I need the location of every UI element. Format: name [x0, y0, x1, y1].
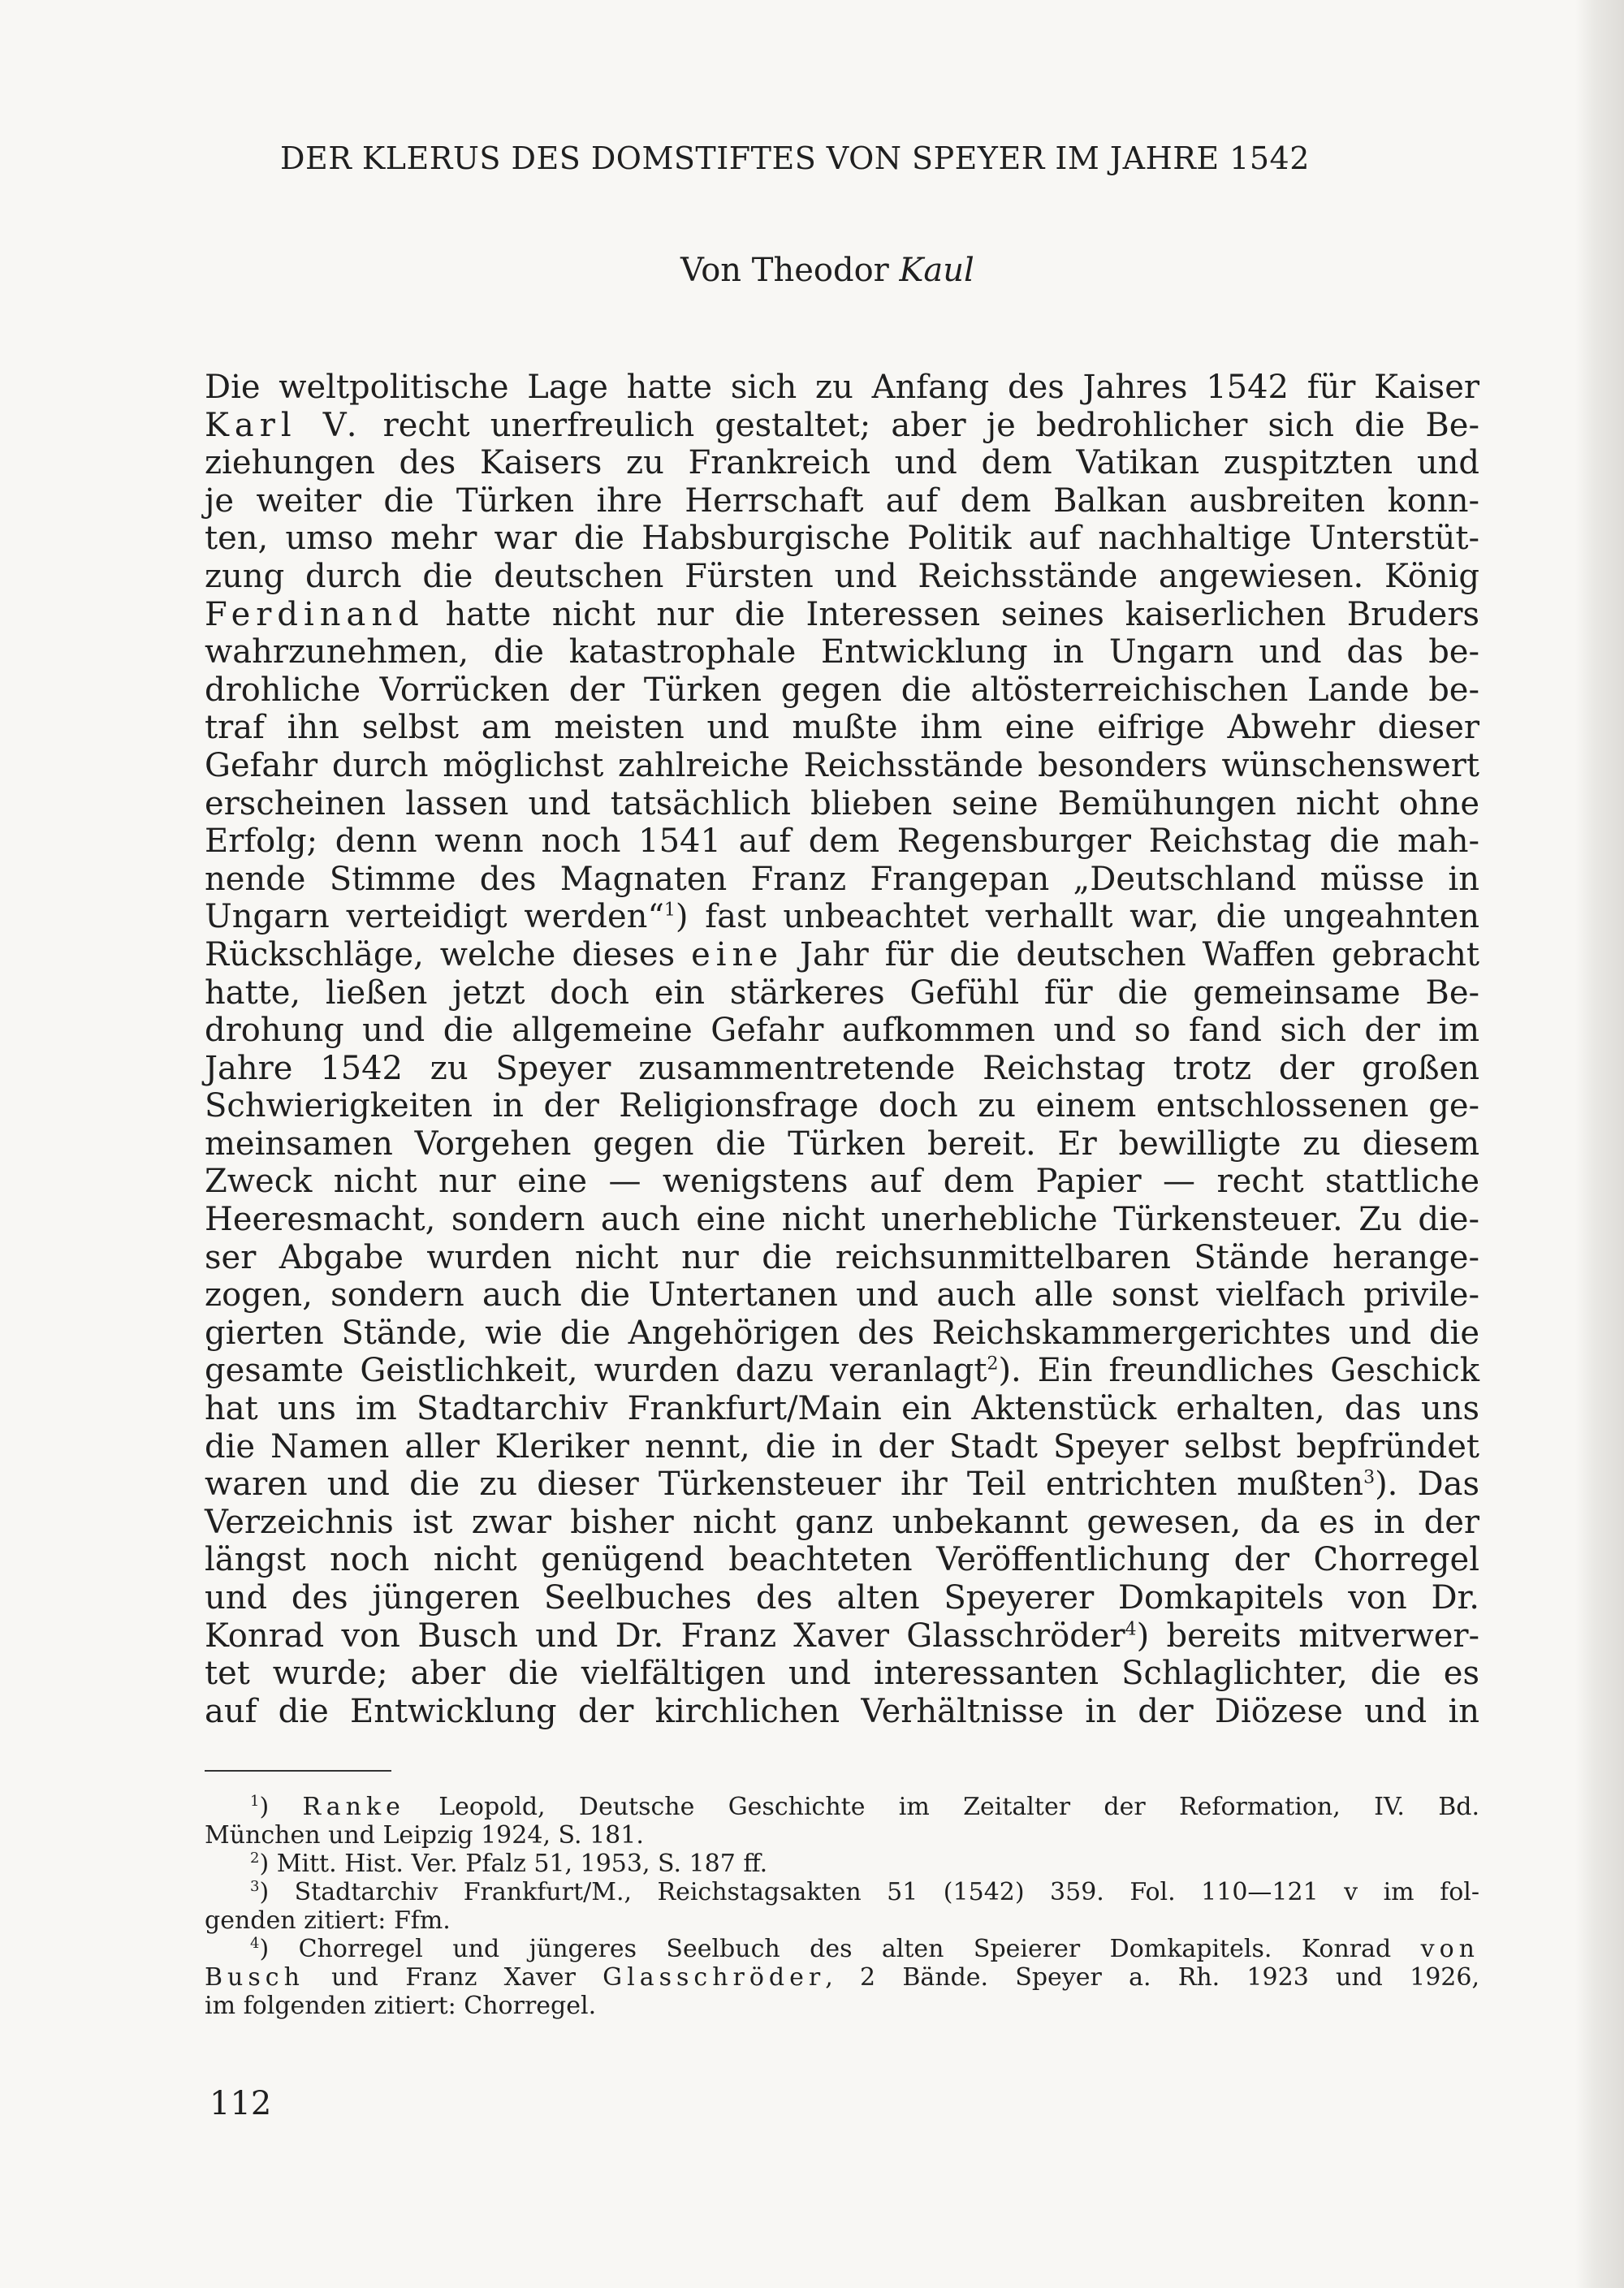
text-line: Heeresmacht, sondern auch eine nicht unerhebliche Türkensteuer. Zu die-: [205, 1201, 1479, 1239]
emphasized-name: Ferdinand: [205, 595, 425, 633]
text-line: je weiter die Türken ihre Herrschaft auf dem Balkan ausbreiten konn-: [205, 481, 1479, 520]
text-line: Ferdinand hatte nicht nur die Interessen seines kaiserlichen Bruders: [205, 595, 1479, 633]
text-line: Zweck nicht nur eine — wenigstens auf dem Papier — recht stattliche: [205, 1163, 1479, 1201]
text-line: Ungarn verteidigt werden“$^1$) fast unbeachtet verhallt war, die ungeahnten: [205, 898, 1480, 936]
text-line: ziehungen des Kaisers zu Frankreich und dem Vatikan zuspitzten und: [205, 444, 1479, 482]
text-line: Erfolg; denn wenn noch 1541 auf dem Regensburger Reichstag die mah-: [205, 822, 1479, 861]
author-name: Kaul: [899, 252, 974, 289]
footnote-4: $^4$) Chorregel und jüngeres Seelbuch des alten Speierer Domkapitels. Konrad von: [250, 1935, 1479, 1963]
text-line: erscheinen lassen und tatsächlich blieben seine Bemühungen nicht ohne: [205, 784, 1479, 822]
footnote-3-cont: genden zitiert: Ffm.: [205, 1906, 451, 1935]
text-line: Konrad von Busch und Dr. Franz Xaver Glasschröder$^4$) bereits mitverwer-: [205, 1617, 1479, 1655]
text-line: längst noch nicht genügend beachteten Veröffentlichung der Chorregel: [205, 1541, 1479, 1579]
article-title: DER KLERUS DES DOMSTIFTES VON SPEYER IM JAHRE 1542: [280, 140, 1310, 176]
text-line: drohliche Vorrücken der Türken gegen die altösterreichischen Lande be-: [205, 671, 1479, 709]
footnote-4-cont: Busch und Franz Xaver Glasschröder, 2 Bände. Speyer a. Rh. 1923 und 1926,: [205, 1963, 1479, 1992]
text-line: Rückschläge, welche dieses eine Jahr für die deutschen Waffen gebracht: [205, 935, 1479, 973]
text-line: Gefahr durch möglichst zahlreiche Reichsstände besonders wünschenswert: [205, 746, 1479, 784]
text-line: Die weltpolitische Lage hatte sich zu Anfang des Jahres 1542 für Kaiser: [205, 369, 1479, 406]
text-line: wahrzunehmen, die katastrophale Entwicklung in Ungarn und das be-: [205, 633, 1479, 671]
emphasized-name: Karl V.: [205, 406, 363, 444]
footnote-4-end: im folgenden zitiert: Chorregel.: [205, 1992, 597, 2020]
text-line: zogen, sondern auch die Untertanen und auch alle sonst vielfach privile-: [205, 1276, 1479, 1315]
page-edge-shadow: [1575, 0, 1624, 2288]
footnote-2: $^2$) Mitt. Hist. Ver. Pfalz 51, 1953, S. 187 ff.: [250, 1850, 768, 1878]
text-line: zung durch die deutschen Fürsten und Reichsstände angewiesen. König: [205, 557, 1479, 595]
text-line: und des jüngeren Seelbuches des alten Speyerer Domkapitels von Dr.: [205, 1579, 1479, 1617]
text-line: traf ihn selbst am meisten und mußte ihm eine eifrige Abwehr dieser: [205, 709, 1479, 747]
text-line: Schwierigkeiten in der Religionsfrage doch zu einem entschlossenen ge-: [205, 1087, 1479, 1125]
text-line: drohung und die allgemeine Gefahr aufkommen und so fand sich der im: [205, 1012, 1479, 1050]
footnote-ref: 3: [1363, 1467, 1376, 1488]
text-line: meinsamen Vorgehen gegen die Türken bereit. Er bewilligte zu diesem: [205, 1125, 1479, 1163]
text-line: auf die Entwicklung der kirchlichen Verhältnisse in der Diözese und in: [205, 1692, 1479, 1730]
emphasized-word: eine: [691, 935, 784, 973]
text-line: Verzeichnis ist zwar bisher nicht ganz unbekannt gewesen, da es in der: [205, 1503, 1479, 1541]
text-line: Karl V. recht unerfreulich gestaltet; aber je bedrohlicher sich die Be-: [205, 406, 1479, 444]
footnote-ref: 1: [663, 900, 676, 921]
text-line: ten, umso mehr war die Habsburgische Politik auf nachhaltige Unterstüt-: [205, 520, 1479, 558]
footnote-ref: 2: [987, 1354, 999, 1375]
text-line: nende Stimme des Magnaten Franz Frangepan „Deutschland müsse in: [205, 860, 1479, 898]
footnote-3: $^3$) Stadtarchiv Frankfurt/M., Reichstagsakten 51 (1542) 359. Fol. 110—121 v im fol-: [250, 1878, 1479, 1906]
text-line: Jahre 1542 zu Speyer zusammentretende Reichstag trotz der großen: [205, 1049, 1479, 1087]
body-text: [205, 369, 1479, 1730]
footnote-ref: 4: [1125, 1619, 1137, 1640]
author-line: [680, 252, 974, 289]
text-line: die Namen aller Kleriker nennt, die in der Stadt Speyer selbst bepfründet: [205, 1427, 1479, 1466]
text-line: ser Abgabe wurden nicht nur die reichsunmittelbaren Stände herange-: [205, 1238, 1479, 1276]
text-line: hatte, ließen jetzt doch ein stärkeres Gefühl für die gemeinsame Be-: [205, 973, 1479, 1012]
footnote-divider: [205, 1770, 391, 1772]
author-prefix: Von Theodor: [680, 252, 900, 289]
page-number: 112: [209, 2085, 272, 2122]
text-line: hat uns im Stadtarchiv Frankfurt/Main ein Aktenstück erhalten, das uns: [205, 1390, 1479, 1428]
text-line: gierten Stände, wie die Angehörigen des Reichskammergerichtes und die: [205, 1314, 1479, 1352]
footnotes: [205, 1793, 1479, 2020]
text-line: waren und die zu dieser Türkensteuer ihr Teil entrichten mußten$^3$). Das: [205, 1466, 1479, 1504]
text-line: tet wurde; aber die vielfältigen und interessanten Schlaglichter, die es: [205, 1655, 1479, 1693]
text-line: gesamte Geistlichkeit, wurden dazu veranlagt$^2$). Ein freundliches Geschick: [205, 1352, 1479, 1390]
footnote-1: $^1$) Ranke Leopold, Deutsche Geschichte im Zeitalter der Reformation, IV. Bd.: [250, 1793, 1479, 1821]
footnote-1-cont: München und Leipzig 1924, S. 181.: [205, 1821, 644, 1850]
